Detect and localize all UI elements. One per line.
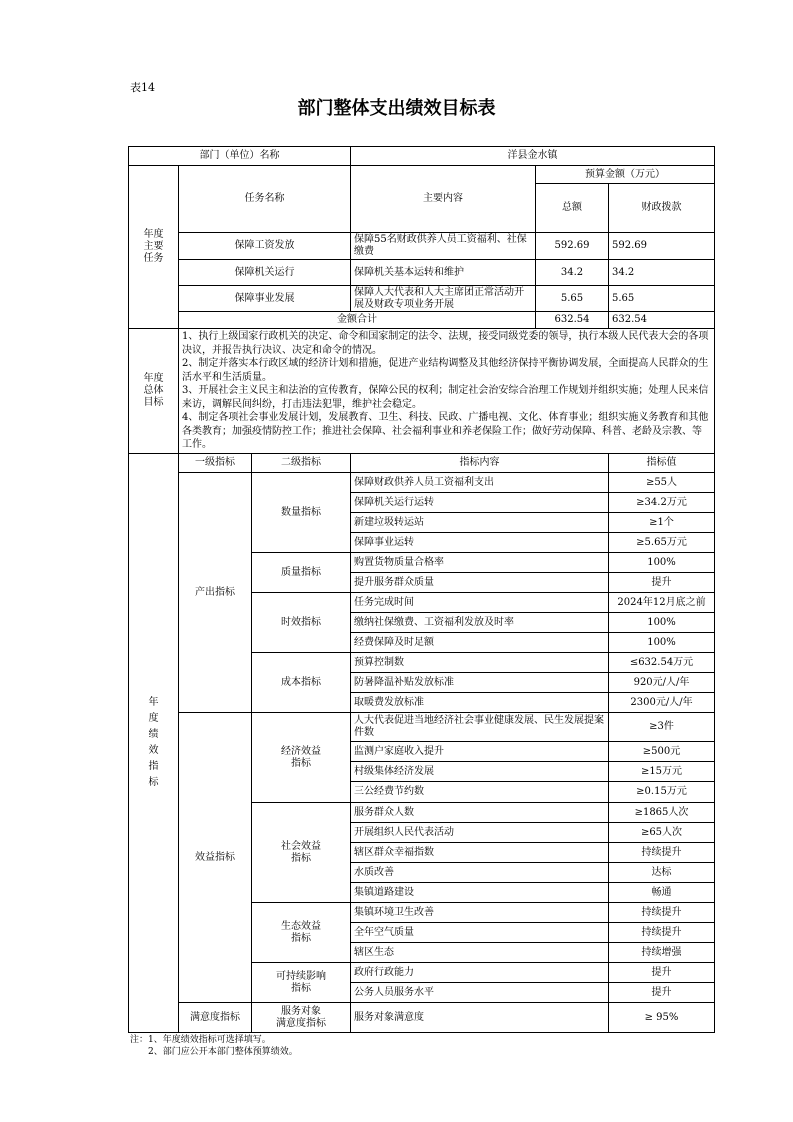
indicator-content: 政府行政能力 [351,963,609,983]
table-row [129,147,715,166]
indicator-value: 达标 [609,863,715,883]
sustainable-indicators: 可持续影响 指标 [252,963,351,1003]
indicator-content: 保障财政供养人员工资福利支出 [351,473,609,493]
indicator-content: 购置货物质量合格率 [351,553,609,573]
dept-name-value: 洋县金水镇 [351,147,715,166]
task-total: 592.69 [536,233,609,260]
footnote: 注：1、年度绩效指标可选择填写。 [130,1035,271,1045]
economic-indicators: 经济效益 指标 [252,713,351,803]
task-fiscal: 34.2 [609,260,715,286]
annual-tasks-label: 年度 主要 任务 [129,166,179,329]
quantity-indicators: 数量指标 [252,473,351,553]
budget-header: 预算金额（万元） [536,166,715,184]
level1-header: 一级指标 [179,454,252,473]
indicator-value: ≥5.65万元 [609,533,715,553]
table-row [129,473,715,493]
indicator-content: 任务完成时间 [351,593,609,613]
indicator-content: 辖区生态 [351,943,609,963]
task-content: 保障55名财政供养人员工资福利、社保缴费 [351,233,536,260]
indicator-value: ≥1个 [609,513,715,533]
indicator-value: 2300元/人/年 [609,693,715,713]
indicator-value: ≥0.15万元 [609,782,715,803]
task-content: 保障人大代表和人大主席团正常活动开展及财政专项业务开展 [351,286,536,312]
benefit-indicators: 效益指标 [179,713,252,1003]
indicator-value: 持续提升 [609,903,715,923]
table-row [129,713,715,742]
indicator-value: ≥55人 [609,473,715,493]
indicator-content: 监测户家庭收入提升 [351,742,609,762]
task-name: 保障机关运行 [179,260,351,286]
indicator-value: 持续提升 [609,843,715,863]
indicator-value: 提升 [609,573,715,593]
indicator-value: 100% [609,633,715,653]
table-row [129,312,715,329]
level2-header: 二级指标 [252,454,351,473]
satisfaction-indicators: 满意度指标 [179,1003,252,1033]
indicator-value: 畅通 [609,883,715,903]
indicator-content: 辖区群众幸福指数 [351,843,609,863]
indicator-content: 集镇道路建设 [351,883,609,903]
timeliness-indicators: 时效指标 [252,593,351,653]
indicator-content: 防暑降温补贴发放标准 [351,673,609,693]
table-number: 表14 [130,81,155,94]
indicator-content: 水质改善 [351,863,609,883]
indicator-value: ≥3件 [609,713,715,742]
task-content: 保障机关基本运转和维护 [351,260,536,286]
indicator-value: ≥500元 [609,742,715,762]
quality-indicators: 质量指标 [252,553,351,593]
table-row [129,329,715,454]
output-indicators: 产出指标 [179,473,252,713]
indicator-value: 持续增强 [609,943,715,963]
social-indicators: 社会效益 指标 [252,803,351,903]
table-row [129,260,715,286]
indicator-content: 公务人员服务水平 [351,983,609,1003]
indicator-value: ≥1865人次 [609,803,715,823]
perf-indicators-label: 年 度 绩 效 指 标 [129,454,179,1033]
main-content-header: 主要内容 [351,166,536,233]
indicator-content: 三公经费节约数 [351,782,609,803]
task-name: 保障工资发放 [179,233,351,260]
fiscal-header: 财政拨款 [609,184,715,233]
indicator-value: ≥ 95% [609,1003,715,1033]
indicator-value: ≤632.54万元 [609,653,715,673]
sum-fiscal: 632.54 [609,312,715,329]
indicator-content: 保障机关运行运转 [351,493,609,513]
indicator-content: 人大代表促进当地经济社会事业健康发展、民生发展提案件数 [351,713,609,742]
service-satisfaction-indicators: 服务对象 满意度指标 [252,1003,351,1033]
table-row [129,454,715,473]
table-row [129,1003,715,1033]
indicator-content: 取暖费发放标准 [351,693,609,713]
indicator-content: 保障事业运转 [351,533,609,553]
indicator-content: 开展组织人民代表活动 [351,823,609,843]
indicator-content: 全年空气质量 [351,923,609,943]
footnote: 2、部门应公开本部门整体预算绩效。 [148,1047,298,1057]
indicator-content: 新建垃圾转运站 [351,513,609,533]
indicator-value: 100% [609,613,715,633]
table-row [129,233,715,260]
indicator-value: 持续提升 [609,923,715,943]
indicator-value: ≥65人次 [609,823,715,843]
indicator-value: 提升 [609,983,715,1003]
indicator-content: 预算控制数 [351,653,609,673]
indicator-value: 920元/人/年 [609,673,715,693]
sum-total: 632.54 [536,312,609,329]
task-name: 保障事业发展 [179,286,351,312]
sum-label: 金额合计 [179,312,536,329]
annual-goals-text: 1、执行上级国家行政机关的决定、命令和国家制定的法令、法规，接受同级党委的领导，执行本级人民代表大会的各项决议，并报告执行决议、决定和命令的情况。 2、制定并落实本行政区域的经济计划和措施，促进产业结构调整及其他经济保持平衡协调发展，全面提高人民群众的生活水平和生活质量。 3、开展社会主义民主和法治的宣传教育，保障公民的权利；制定社会治安综合治理工作规划并组织实施；处理人民来信来访，调解民间纠纷，打击违法犯罪，维护社会稳定。 4、制定各项社会事业发展计划，发展教育、卫生、科技、民政、广播电视、文化、体育事业；组织实施义务教育和其他各类教育；加强疫情防控工作；推进社会保障、社会福利事业和养老保险工作；做好劳动保障、科普、老龄及宗教、等工作。 [179,329,715,454]
total-header: 总额 [536,184,609,233]
indicator-content: 提升服务群众质量 [351,573,609,593]
indicator-content: 集镇环境卫生改善 [351,903,609,923]
task-fiscal: 5.65 [609,286,715,312]
indicator-content: 村级集体经济发展 [351,762,609,782]
performance-target-table [128,146,715,1033]
indicator-content: 经费保障及时足额 [351,633,609,653]
indicator-value: 提升 [609,963,715,983]
dept-name-label: 部门（单位）名称 [129,147,351,166]
indicator-value: ≥34.2万元 [609,493,715,513]
value-header: 指标值 [609,454,715,473]
indicator-content: 服务群众人数 [351,803,609,823]
indicator-content: 服务对象满意度 [351,1003,609,1033]
task-fiscal: 592.69 [609,233,715,260]
indicator-value: ≥15万元 [609,762,715,782]
table-row [129,166,715,184]
annual-goals-label: 年度 总体 目标 [129,329,179,454]
cost-indicators: 成本指标 [252,653,351,713]
footnotes [130,1034,298,1058]
task-name-header: 任务名称 [179,166,351,233]
indicator-value: 2024年12月底之前 [609,593,715,613]
page-title: 部门整体支出绩效目标表 [297,98,496,119]
task-total: 34.2 [536,260,609,286]
indicator-value: 100% [609,553,715,573]
content-header: 指标内容 [351,454,609,473]
ecological-indicators: 生态效益 指标 [252,903,351,963]
indicator-content: 缴纳社保缴费、工资福利发放及时率 [351,613,609,633]
task-total: 5.65 [536,286,609,312]
table-row [129,286,715,312]
